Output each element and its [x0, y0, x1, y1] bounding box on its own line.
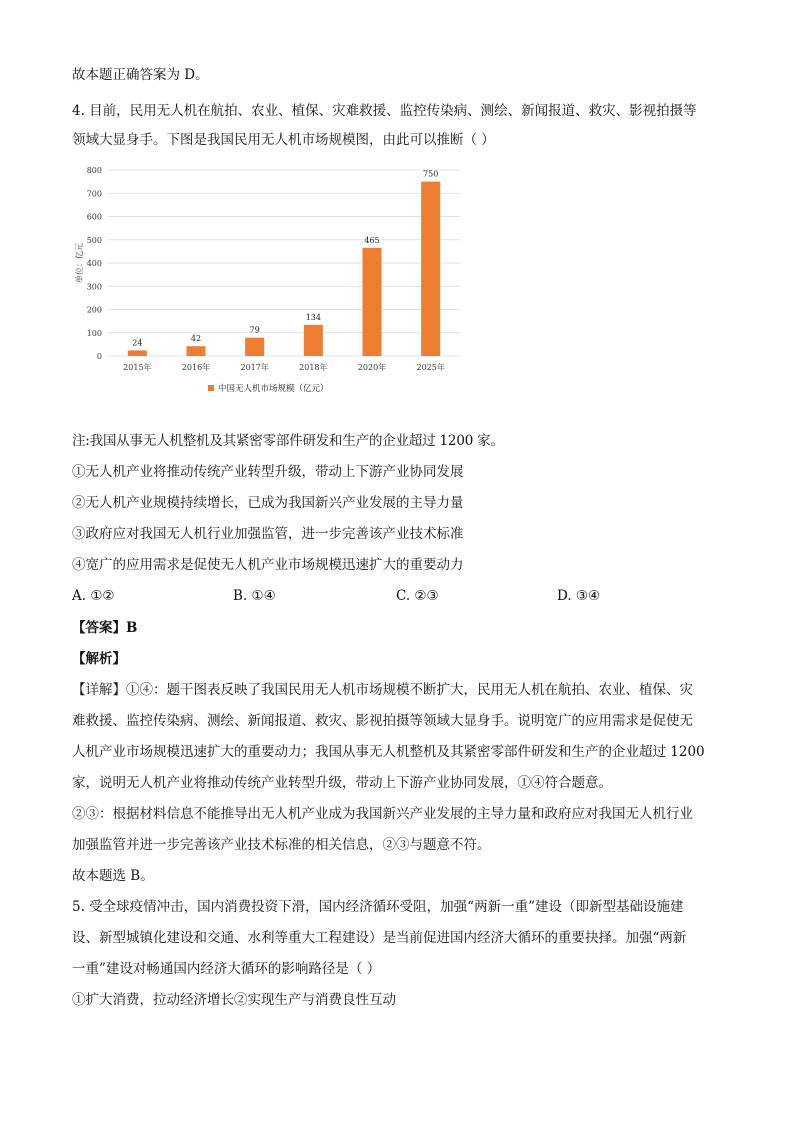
x-tick-label: 2020年	[357, 363, 387, 372]
choice-d: D. ③④	[557, 588, 601, 604]
question-4-stem-line-2: 领域大显身手。下图是我国民用无人机市场规模图，由此可以推断（ ）	[72, 132, 495, 148]
detail-line-2: 难救援、监控传染病、测绘、新闻报道、救灾、影视拍摄等领域大显身手。说明宽广的应用需求是促使无	[72, 713, 693, 729]
question-5-line-2: 设、新型城镇化建设和交通、水利等重大工程建设）是当前促进国内经济大循环的重要抉择。加强“两新	[72, 930, 687, 946]
y-tick-label: 600	[86, 212, 102, 222]
data-label: 134	[305, 312, 321, 322]
bar	[363, 248, 382, 356]
x-tick-label: 2018年	[299, 363, 328, 372]
bar-chart-svg	[72, 160, 472, 405]
answer-label: 【答案】B	[72, 620, 138, 636]
x-tick-label: 2015年	[123, 363, 152, 372]
bar	[187, 346, 206, 356]
bar	[304, 325, 323, 356]
choice-a: A. ①②	[72, 588, 115, 604]
question-5-line-1: 5. 受全球疫情冲击，国内消费投资下滑，国内经济循环受阻，加强“两新一重”建设（即新型基础设施建	[72, 899, 684, 915]
y-tick-label: 700	[86, 189, 102, 199]
conclusion: 故本题选 B。	[72, 868, 154, 884]
question-4-note: 注:我国从事无人机整机及其紧密零部件研发和生产的企业超过 1200 家。	[72, 433, 504, 449]
bar	[128, 350, 147, 356]
data-label: 79	[249, 325, 260, 335]
question-5-line-3: 一重”建设对畅通国内经济大循环的影响路径是（ ）	[72, 961, 381, 977]
legend-swatch	[208, 385, 214, 391]
statement-4: ④宽广的应用需求是促使无人机产业市场规模迅速扩大的重要动力	[72, 557, 464, 573]
x-tick-label: 2017年	[240, 363, 269, 372]
data-label: 42	[190, 334, 202, 344]
statement-2: ②无人机产业规模持续增长，已成为我国新兴产业发展的主导力量	[72, 495, 464, 511]
analysis-label: 【解析】	[72, 651, 126, 667]
bar	[245, 338, 264, 356]
question-5-line-4: ①扩大消费，拉动经济增长②实现生产与消费良性互动	[72, 992, 396, 1008]
chart-canvas	[72, 160, 472, 409]
detail-line-1: 【详解】①④：题干图表反映了我国民用无人机市场规模不断扩大，民用无人机在航拍、农业、植保、灾	[72, 682, 693, 698]
statement-1: ①无人机产业将推动传统产业转型升级，带动上下游产业协同发展	[72, 464, 464, 480]
choice-b: B. ①④	[233, 588, 276, 604]
y-tick-label: 100	[86, 328, 102, 338]
detail-line-6: 加强监管并进一步完善该产业技术标准的相关信息，②③与题意不符。	[72, 837, 491, 853]
y-tick-label: 200	[86, 305, 102, 315]
x-tick-label: 2016年	[181, 363, 211, 372]
detail-line-5: ②③：根据材料信息不能推导出无人机产业成为我国新兴产业发展的主导力量和政府应对我国无人机行业	[72, 806, 693, 822]
y-tick-label: 0	[96, 352, 102, 361]
y-tick-label: 400	[86, 259, 102, 268]
y-tick-label: 800	[86, 166, 102, 175]
bar	[421, 182, 440, 356]
y-axis-label: 单位：亿元	[75, 243, 84, 283]
data-label: 465	[364, 235, 380, 245]
detail-line-4: 家，说明无人机产业将推动传统产业转型升级，带动上下游产业协同发展，①④符合题意。	[72, 775, 612, 791]
statement-3: ③政府应对我国无人机行业加强监管，进一步完善该产业技术标准	[72, 526, 464, 542]
legend-label: 中国无人机市场规模（亿元）	[218, 384, 329, 394]
data-label: 750	[423, 169, 439, 179]
detail-line-3: 人机产业市场规模迅速扩大的重要动力；我国从事无人机整机及其紧密零部件研发和生产的企业超过 1200	[72, 744, 705, 760]
prev-answer: 故本题正确答案为 D。	[72, 67, 209, 83]
market-size-chart	[72, 160, 472, 405]
choice-c: C. ②③	[396, 588, 439, 604]
y-tick-label: 300	[86, 282, 102, 292]
x-tick-label: 2025年	[416, 363, 445, 372]
y-tick-label: 500	[86, 235, 102, 245]
data-label: 24	[132, 338, 143, 348]
question-4-stem-line-1: 4. 目前，民用无人机在航拍、农业、植保、灾难救援、监控传染病、测绘、新闻报道、救灾、影视拍摄等	[72, 103, 697, 119]
